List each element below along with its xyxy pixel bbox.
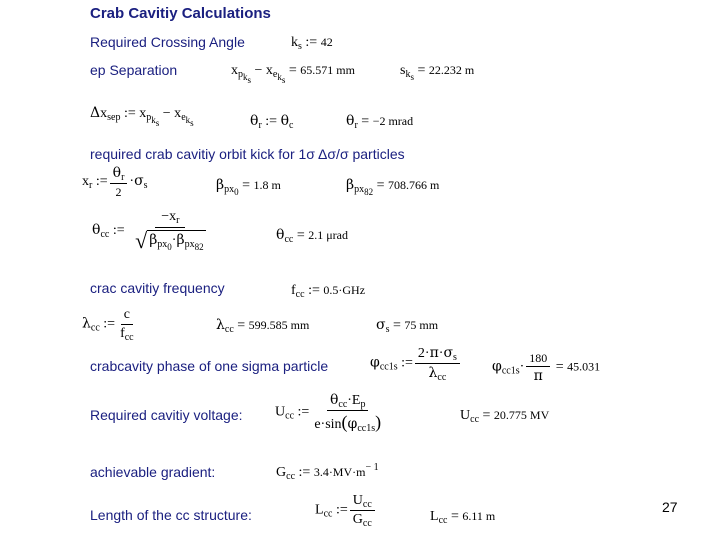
eq-theta-cc-def: $\theta_{cc}$ := $\frac{-x_r}{√ \beta_{px_0}\cdot\beta_{px_{82}}}$ bbox=[92, 209, 204, 253]
value-theta-r: −2 mrad bbox=[372, 114, 414, 128]
eq-ucc-def: $U_{cc}$ := $\frac{\theta_{cc}\cdot E_p}{e\cdot\sin(\varphi_{cc1s})}$ bbox=[275, 392, 382, 434]
eq-theta-cc: $\theta_{cc} = 2.1$ μrad bbox=[276, 227, 348, 245]
eq-delta-xsep: $\Delta x_{sep}$ := $x_{p_{k_s}} - x_{e_{k_s}}$ bbox=[90, 105, 194, 128]
eq-lcc-def: $L_{cc}$ := $\frac{U_{cc}}{G_{cc}}$ bbox=[315, 494, 377, 527]
value-lcc: 6.11 m bbox=[462, 509, 496, 523]
eq-phi-def: $\varphi_{cc1s}$ := $\frac{2\cdot\pi\cdot\sigma_s}{\lambda_{cc}}$ bbox=[370, 346, 462, 381]
eq-lambda-cc-def: $\lambda_{cc}$ := $\frac{c}{f_{cc}}$ bbox=[82, 307, 134, 343]
value-beta-px0: 1.8 m bbox=[253, 178, 281, 192]
label-gradient: achievable gradient: bbox=[90, 464, 216, 480]
eq-phi: $\varphi_{cc1s}\cdot$ $\frac{180}{\pi}$ = 45.031 bbox=[492, 351, 601, 384]
label-frequency: crac cavitiy frequency bbox=[90, 280, 225, 296]
eq-ucc: $U_{cc} = 20.775$ MV bbox=[460, 408, 550, 425]
label-length: Length of the cc structure: bbox=[90, 507, 252, 523]
eq-sigma-s: $\sigma_s = 75$ mm bbox=[376, 317, 439, 335]
eq-s-ks: $s_{k_s} = 22.232$ m bbox=[400, 63, 475, 82]
value-ks: 42 bbox=[320, 35, 333, 49]
value-theta-cc: 2.1 μrad bbox=[308, 228, 348, 242]
page-number: 27 bbox=[662, 499, 678, 515]
value-ucc: 20.775 MV bbox=[493, 408, 550, 422]
value-gcc-exponent: − 1 bbox=[365, 462, 379, 473]
eq-lambda-cc: $\lambda_{cc} = 599.585$ mm bbox=[216, 317, 310, 335]
value-beta-px82: 708.766 m bbox=[388, 178, 440, 192]
value-phi-deg: 45.031 bbox=[567, 359, 601, 374]
eq-beta-px0: $\beta_{px_0} = 1.8$ m bbox=[216, 177, 281, 197]
label-crossing-angle: Required Crossing Angle bbox=[90, 34, 245, 50]
eq-beta-px82: $\beta_{px_{82}} = 708.766$ m bbox=[346, 177, 440, 197]
value-phi-factor: 180 bbox=[526, 352, 550, 367]
eq-xr: $x_r$ := $\frac{\theta_r}{2}$ $\cdot\sigma_s$ bbox=[82, 165, 148, 199]
label-ep-separation: ep Separation bbox=[90, 62, 178, 78]
eq-separation: $x_{p_{k_s}} - x_{e_{k_s}} = 65.571$ mm bbox=[231, 63, 355, 85]
eq-ks: $k_s$ := 42 bbox=[291, 35, 333, 52]
eq-fcc: $f_{cc}$ := 0.5·GHz bbox=[291, 283, 366, 300]
label-orbit-kick: required crab cavitiy orbit kick for 1σ Δσ/σ particles bbox=[90, 146, 405, 162]
page-title: Crab Cavitiy Calculations bbox=[90, 5, 271, 22]
value-fcc: 0.5·GHz bbox=[323, 283, 366, 297]
eq-theta-r-def: $\theta_r$ := $\theta_c$ bbox=[250, 113, 294, 131]
value-lambda-cc: 599.585 mm bbox=[248, 318, 310, 332]
value-sigma-s: 75 mm bbox=[404, 318, 439, 332]
eq-lcc: $L_{cc} = 6.11$ m bbox=[430, 509, 496, 526]
label-voltage: Required cavitiy voltage: bbox=[90, 407, 243, 423]
label-phase: crabcavity phase of one sigma particle bbox=[90, 358, 329, 374]
eq-theta-r: $\theta_r = -2$ mrad bbox=[346, 113, 414, 131]
value-gcc: 3.4·MV·m bbox=[313, 465, 366, 479]
value-separation: 65.571 mm bbox=[300, 63, 355, 77]
eq-gcc: $G_{cc}$ := $3.4\cdot MV\cdot m^{- 1}$ bbox=[276, 462, 379, 482]
value-s-ks: 22.232 m bbox=[428, 63, 475, 77]
